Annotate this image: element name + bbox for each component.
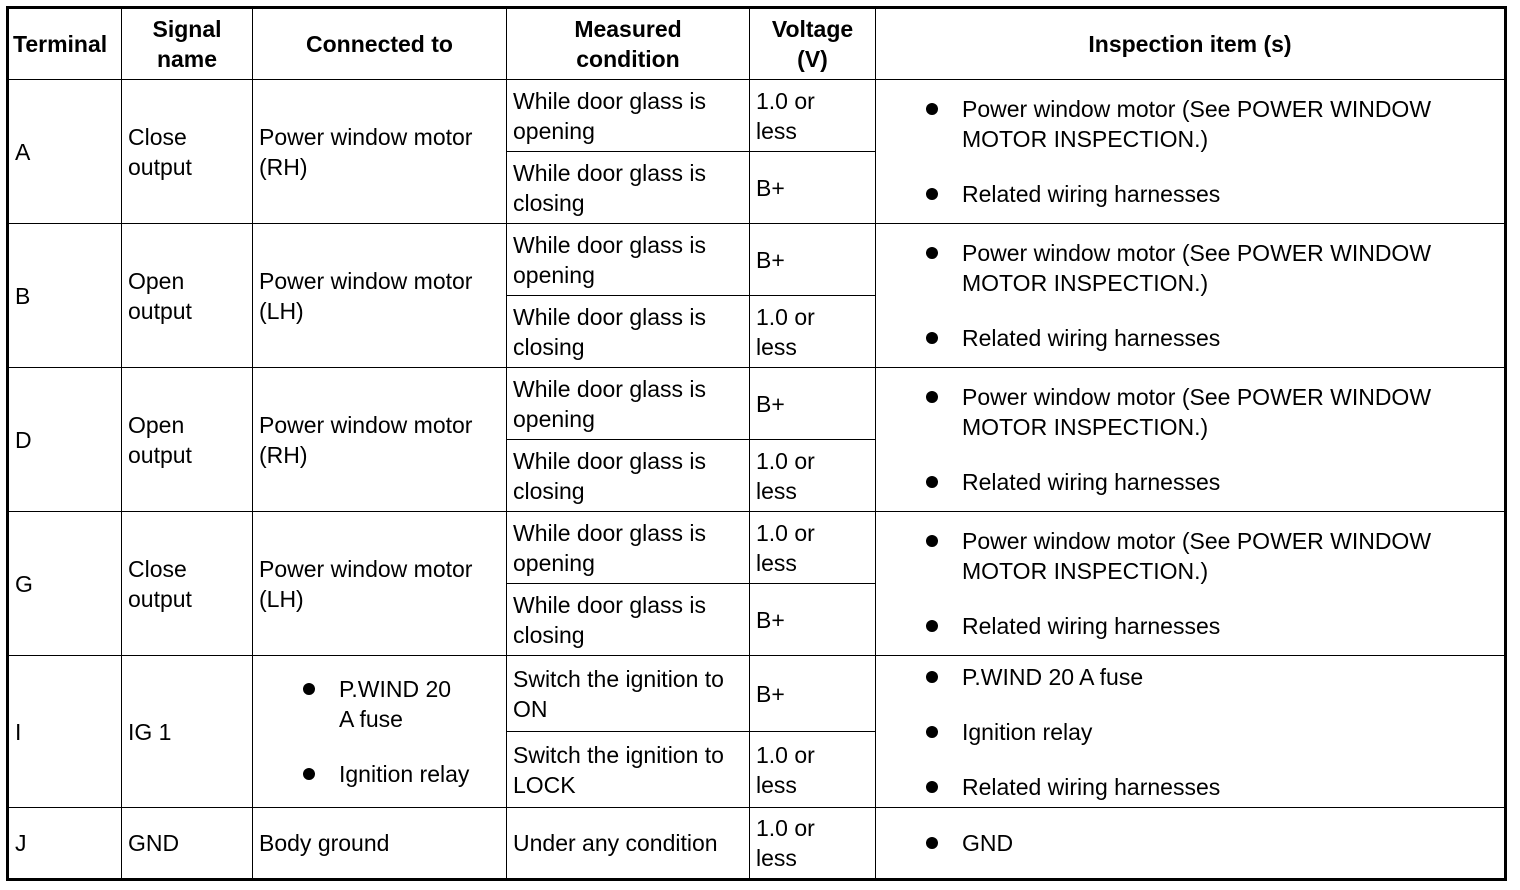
voltage-cell: B+ <box>750 584 876 656</box>
condition-cell: Switch the ignition to LOCK <box>507 732 750 808</box>
inspection-item: Related wiring harnesses <box>926 772 1498 802</box>
condition-cell: While door glass is opening <box>507 80 750 152</box>
connected-to-list <box>259 674 500 789</box>
terminal-cell: J <box>8 808 122 880</box>
inspection-list <box>882 238 1498 353</box>
connected-to-cell: Power window motor (RH) <box>253 368 507 512</box>
table-row <box>8 80 1506 152</box>
condition-cell: Under any condition <box>507 808 750 880</box>
condition-cell: While door glass is opening <box>507 368 750 440</box>
header-measured-condition: Measured condition <box>507 8 750 80</box>
voltage-cell: 1.0 or less <box>750 440 876 512</box>
inspection-item: Related wiring harnesses <box>926 467 1498 497</box>
inspection-cell <box>876 224 1506 368</box>
inspection-cell <box>876 80 1506 224</box>
header-signal-name: Signal name <box>122 8 253 80</box>
inspection-list <box>882 94 1498 209</box>
voltage-cell: B+ <box>750 224 876 296</box>
signal-name-cell: Close output <box>122 80 253 224</box>
inspection-list <box>882 382 1498 497</box>
condition-cell: While door glass is closing <box>507 152 750 224</box>
inspection-list <box>882 662 1498 802</box>
header-voltage: Voltage (V) <box>750 8 876 80</box>
connected-to-item: P.WIND 20 A fuse <box>303 674 500 734</box>
terminal-cell: I <box>8 656 122 808</box>
signal-name-cell: Open output <box>122 224 253 368</box>
inspection-item: Power window motor (See POWER WINDOW MOTOR INSPECTION.) <box>926 238 1498 298</box>
voltage-cell: 1.0 or less <box>750 808 876 880</box>
table-row <box>8 512 1506 584</box>
table-row <box>8 368 1506 440</box>
condition-cell: While door glass is opening <box>507 512 750 584</box>
voltage-cell: 1.0 or less <box>750 80 876 152</box>
inspection-cell <box>876 808 1506 880</box>
condition-cell: While door glass is closing <box>507 584 750 656</box>
voltage-cell: B+ <box>750 368 876 440</box>
signal-name-cell: Open output <box>122 368 253 512</box>
inspection-list <box>882 526 1498 641</box>
inspection-item: Ignition relay <box>926 717 1498 747</box>
table-row <box>8 656 1506 732</box>
header-row <box>8 8 1506 80</box>
signal-name-cell: Close output <box>122 512 253 656</box>
voltage-cell: B+ <box>750 152 876 224</box>
table-row <box>8 224 1506 296</box>
inspection-item: P.WIND 20 A fuse <box>926 662 1498 692</box>
inspection-cell <box>876 368 1506 512</box>
terminal-cell: B <box>8 224 122 368</box>
terminal-cell: A <box>8 80 122 224</box>
connected-to-item: Ignition relay <box>303 759 500 789</box>
condition-cell: While door glass is opening <box>507 224 750 296</box>
condition-cell: Switch the ignition to ON <box>507 656 750 732</box>
inspection-item: Power window motor (See POWER WINDOW MOTOR INSPECTION.) <box>926 526 1498 586</box>
terminal-cell: G <box>8 512 122 656</box>
inspection-cell <box>876 656 1506 808</box>
condition-cell: While door glass is closing <box>507 296 750 368</box>
voltage-cell: 1.0 or less <box>750 732 876 808</box>
inspection-item: Power window motor (See POWER WINDOW MOTOR INSPECTION.) <box>926 94 1498 154</box>
inspection-item: Related wiring harnesses <box>926 179 1498 209</box>
inspection-item: Power window motor (See POWER WINDOW MOTOR INSPECTION.) <box>926 382 1498 442</box>
voltage-cell: 1.0 or less <box>750 296 876 368</box>
condition-cell: While door glass is closing <box>507 440 750 512</box>
terminal-cell: D <box>8 368 122 512</box>
connected-to-cell: Power window motor (LH) <box>253 512 507 656</box>
table-row <box>8 808 1506 880</box>
connected-to-cell: Power window motor (RH) <box>253 80 507 224</box>
connected-to-cell <box>253 656 507 808</box>
header-inspection-items: Inspection item (s) <box>876 8 1506 80</box>
connected-to-cell: Power window motor (LH) <box>253 224 507 368</box>
header-terminal: Terminal <box>8 8 122 80</box>
inspection-list <box>882 828 1498 858</box>
signal-name-cell: GND <box>122 808 253 880</box>
connected-to-cell: Body ground <box>253 808 507 880</box>
voltage-cell: B+ <box>750 656 876 732</box>
inspection-item: Related wiring harnesses <box>926 323 1498 353</box>
signal-name-cell: IG 1 <box>122 656 253 808</box>
voltage-cell: 1.0 or less <box>750 512 876 584</box>
inspection-cell <box>876 512 1506 656</box>
terminal-inspection-table <box>6 6 1507 881</box>
inspection-item: GND <box>926 828 1498 858</box>
header-connected-to: Connected to <box>253 8 507 80</box>
inspection-item: Related wiring harnesses <box>926 611 1498 641</box>
